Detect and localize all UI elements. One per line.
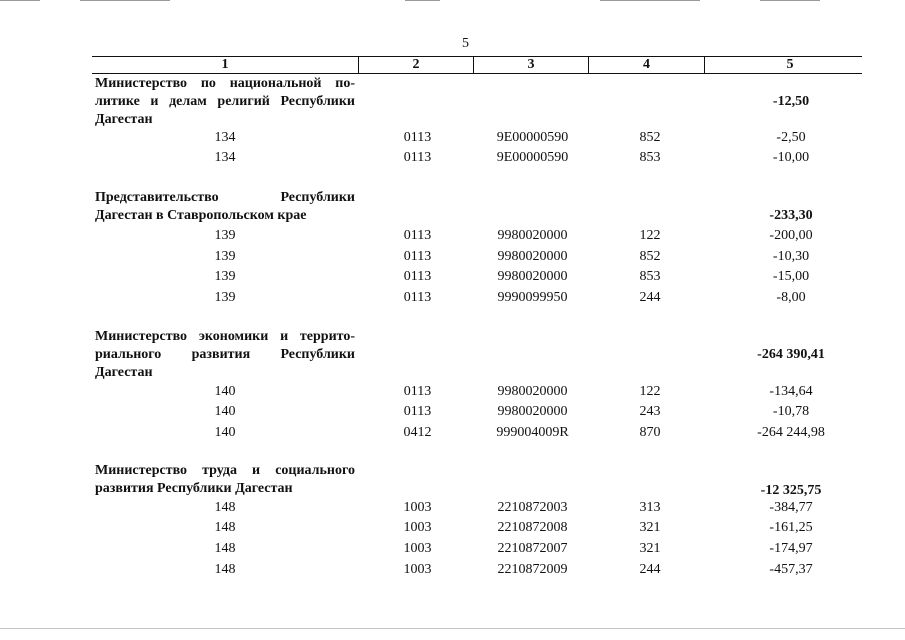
cell-col-1: 148 (214, 500, 236, 515)
table-row (0, 267, 905, 287)
cell-col-2: 1003 (403, 562, 432, 577)
cell-col-4: 313 (639, 500, 661, 515)
cell-col-4: 321 (639, 541, 661, 556)
cell-col-1: 139 (214, 249, 236, 264)
cell-col-4: 321 (639, 520, 661, 535)
cell-col-3: 9980020000 (497, 384, 568, 399)
cell-col-2: 0113 (403, 228, 432, 243)
cell-col-4: 870 (639, 425, 661, 440)
organization-name-line: Дагестан (95, 112, 153, 127)
cell-col-1: 148 (214, 520, 236, 535)
cell-col-5: -10,30 (772, 249, 810, 264)
column-header-1: 1 (221, 57, 229, 72)
cell-col-5: -10,00 (772, 150, 810, 165)
cell-col-1: 140 (214, 425, 236, 440)
cell-col-3: 2210872007 (497, 541, 568, 556)
cell-col-4: 244 (639, 562, 661, 577)
cell-col-1: 134 (214, 150, 236, 165)
scan-edge-mark (405, 0, 440, 1)
organization-name (95, 328, 355, 382)
organization-name-line: Дагестан (95, 365, 153, 380)
cell-col-5: -2,50 (776, 130, 806, 145)
section-total: -12 325,75 (760, 483, 822, 498)
header-bottom-rule (92, 73, 862, 74)
cell-col-3: 9980020000 (497, 269, 568, 284)
cell-col-2: 0113 (403, 130, 432, 145)
cell-col-2: 0113 (403, 249, 432, 264)
table-row (0, 498, 905, 518)
table-row (0, 382, 905, 402)
page-number: 5 (462, 36, 469, 51)
cell-col-5: -10,78 (772, 404, 810, 419)
cell-col-1: 140 (214, 384, 236, 399)
organization-name (95, 75, 355, 129)
cell-col-3: 2210872003 (497, 500, 568, 515)
scan-edge-mark (0, 0, 40, 1)
table-row (0, 518, 905, 538)
column-header-3: 3 (527, 57, 535, 72)
cell-col-4: 122 (639, 228, 661, 243)
cell-col-5: -264 244,98 (757, 425, 825, 440)
cell-col-1: 140 (214, 404, 236, 419)
column-header-4: 4 (643, 57, 650, 72)
cell-col-1: 139 (214, 290, 236, 305)
cell-col-2: 1003 (403, 541, 432, 556)
cell-col-5: -457,37 (769, 562, 813, 577)
scan-edge-mark (760, 0, 820, 1)
cell-col-1: 148 (214, 562, 236, 577)
table-row (0, 402, 905, 422)
cell-col-1: 139 (214, 228, 236, 243)
section-total: -12,50 (772, 94, 810, 109)
organization-name-line: Представительство Республики (95, 190, 355, 205)
organization-name-line: Министерство по национальной по- (95, 76, 355, 91)
cell-col-1: 134 (214, 130, 236, 145)
cell-col-5: -8,00 (776, 290, 806, 305)
cell-col-4: 852 (639, 130, 661, 145)
cell-col-4: 244 (639, 290, 661, 305)
cell-col-3: 2210872008 (497, 520, 568, 535)
cell-col-2: 0113 (403, 150, 432, 165)
cell-col-5: -174,97 (769, 541, 813, 556)
cell-col-3: 2210872009 (497, 562, 568, 577)
cell-col-1: 148 (214, 541, 236, 556)
table-row (0, 128, 905, 148)
cell-col-3: 9980020000 (497, 404, 568, 419)
organization-name-line: Министерство труда и социального (95, 463, 355, 478)
cell-col-2: 0113 (403, 404, 432, 419)
table-row (0, 148, 905, 168)
organization-name-line: Министерство экономики и террито- (95, 329, 355, 344)
organization-name-line: риального развития Республики (95, 347, 355, 362)
cell-col-4: 243 (639, 404, 661, 419)
scan-edge-mark (0, 628, 905, 629)
table-row (0, 247, 905, 267)
cell-col-5: -134,64 (769, 384, 813, 399)
column-header-2: 2 (412, 57, 420, 72)
scan-edge-mark (80, 0, 170, 1)
cell-col-2: 0113 (403, 269, 432, 284)
cell-col-3: 9980020000 (497, 228, 568, 243)
organization-name-line: развития Республики Дагестан (95, 481, 293, 496)
organization-name (95, 189, 355, 225)
section-total: -233,30 (769, 208, 813, 223)
table-row (0, 560, 905, 580)
cell-col-5: -15,00 (772, 269, 810, 284)
cell-col-3: 999004009R (496, 425, 569, 440)
table-row (0, 288, 905, 308)
cell-col-3: 9Е00000590 (496, 150, 569, 165)
scan-edge-mark (600, 0, 700, 1)
cell-col-3: 9980020000 (497, 249, 568, 264)
cell-col-5: -161,25 (769, 520, 813, 535)
cell-col-5: -384,77 (769, 500, 813, 515)
cell-col-2: 0113 (403, 290, 432, 305)
cell-col-4: 122 (639, 384, 661, 399)
organization-name (95, 462, 355, 498)
cell-col-4: 852 (639, 249, 661, 264)
cell-col-2: 0113 (403, 384, 432, 399)
cell-col-1: 139 (214, 269, 236, 284)
cell-col-4: 853 (639, 150, 661, 165)
section-total: -264 390,41 (757, 347, 825, 362)
organization-name-line: Дагестан в Ставропольском крае (95, 208, 307, 223)
cell-col-3: 9990099950 (497, 290, 568, 305)
cell-col-2: 0412 (403, 425, 432, 440)
organization-name-line: литике и делам религий Республики (95, 94, 355, 109)
table-row (0, 226, 905, 246)
cell-col-2: 1003 (403, 500, 432, 515)
cell-col-4: 853 (639, 269, 661, 284)
cell-col-3: 9Е00000590 (496, 130, 569, 145)
cell-col-2: 1003 (403, 520, 432, 535)
table-row (0, 539, 905, 559)
cell-col-5: -200,00 (769, 228, 813, 243)
table-row (0, 423, 905, 443)
column-header-5: 5 (786, 57, 794, 72)
